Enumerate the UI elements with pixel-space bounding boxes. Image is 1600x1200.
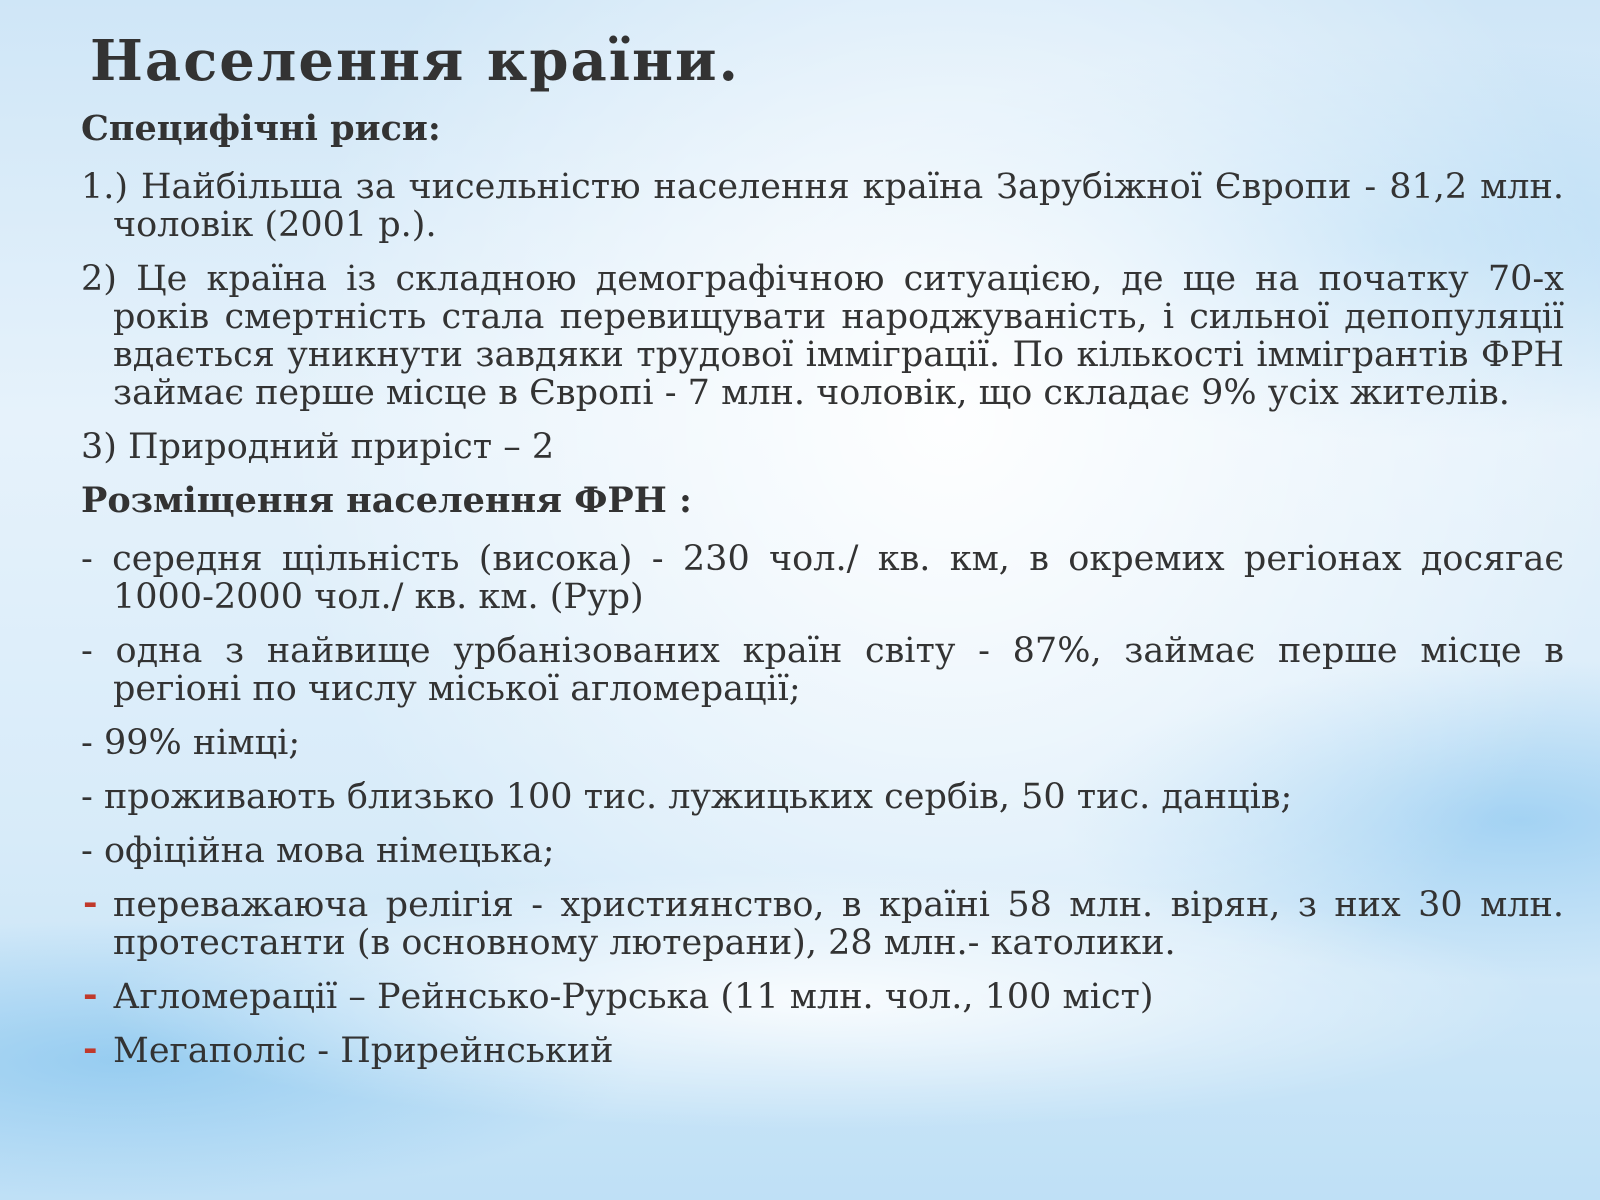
bullet-megalopolis-text: Мегаполіс - Прирейнський: [113, 1031, 614, 1071]
placement-heading: Розміщення населення ФРН :: [81, 480, 692, 521]
specific-features-heading: Специфічні риси:: [81, 108, 441, 149]
red-dash-icon: -: [83, 1028, 98, 1069]
bullet-density: - середня щільність (висока) - 230 чол./ кв. км, в окремих регіонах досягає 1000-2000 чол./ кв. км. (Рур): [81, 539, 1564, 617]
red-dash-icon: -: [83, 882, 98, 923]
bullet-megalopolis: [81, 1028, 1564, 1071]
bullet-germans: - 99% німці;: [81, 723, 301, 763]
slide-body: [81, 110, 1564, 1086]
item-2: 2) Це країна із складною демографічною ситуацією, де ще на початку 70-х років смертність стала перевищувати народжуваність, і сильної депопуляції вдається уникнути завдяки трудової імміграції. По кількості іммігрантів ФРН займає перше місце в Європі - 7 млн. чоловік, що складає 9% усіх жителів.: [81, 259, 1564, 413]
slide-title: Населення країни.: [90, 28, 741, 94]
bullet-minorities: - проживають близько 100 тис. лужицьких сербів, 50 тис. данців;: [81, 777, 1293, 817]
red-dash-icon: -: [83, 974, 98, 1015]
bullet-agglomeration: [81, 974, 1564, 1017]
bullet-language: - офіційна мова німецька;: [81, 831, 555, 871]
bullet-agglomeration-text: Агломерації – Рейнсько-Рурська (11 млн. чол., 100 міст): [113, 977, 1154, 1017]
bullet-religion-text: переважаюча релігія - християнство, в країні 58 млн. вірян, з них 30 млн. протестанти (в основному лютерани), 28 млн.- католики.: [113, 885, 1564, 963]
bullet-religion: [81, 882, 1564, 963]
bullet-urbanization: - одна з найвище урбанізованих країн світу - 87%, займає перше місце в регіоні по числу міської агломерації;: [81, 631, 1564, 709]
item-1: 1.) Найбільша за чисельністю населення країна Зарубіжної Європи - 81,2 млн. чоловік (2001 р.).: [81, 167, 1564, 245]
item-3: 3) Природний приріст – 2: [81, 427, 555, 467]
